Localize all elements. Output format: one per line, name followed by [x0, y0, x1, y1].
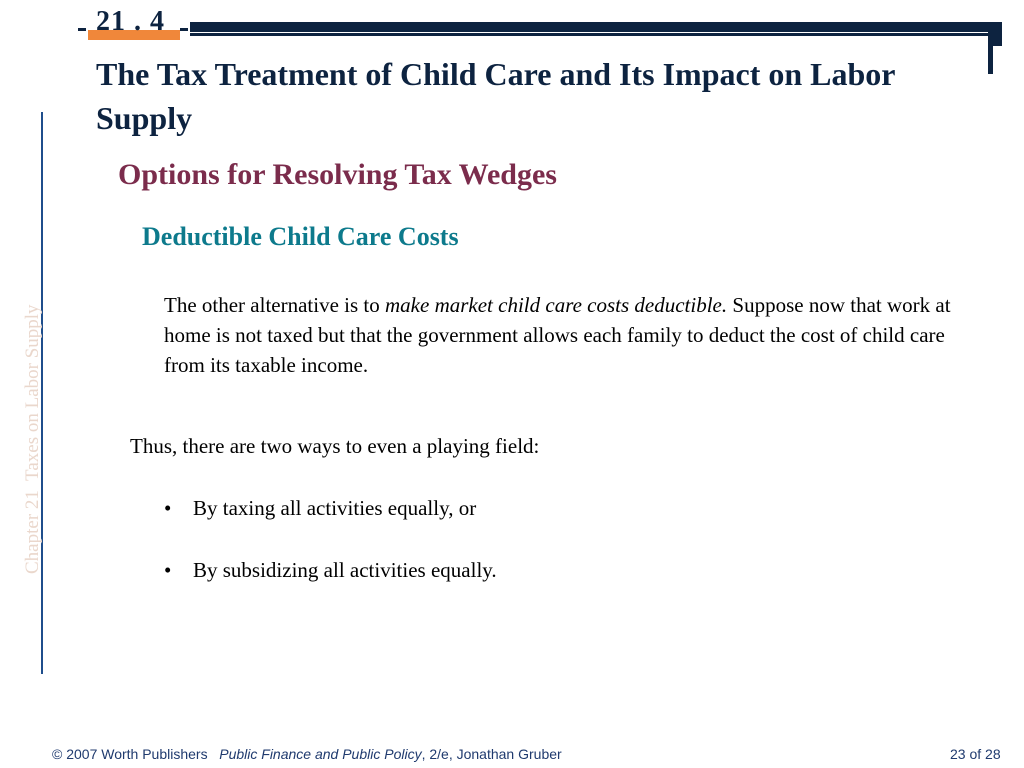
- paragraph-rest: Suppose now that work at home is not taxed but that the government allows each family to deduct the cost of child care from its taxable income.: [164, 293, 951, 377]
- footer-credits: [52, 746, 562, 762]
- footer-copyright: © 2007 Worth Publishers: [52, 746, 220, 762]
- bullet-marker: •: [164, 496, 172, 520]
- section-subtitle: Options for Resolving Tax Wedges: [118, 158, 557, 191]
- header-rule-shadow: [190, 33, 988, 36]
- page-indicator: 23 of 28: [950, 746, 1001, 762]
- paragraph-lead: The other alternative is to: [164, 293, 386, 317]
- list-intro: Thus, there are two ways to even a playing field:: [130, 434, 540, 458]
- list-item-text: By taxing all activities equally, or: [193, 496, 477, 520]
- list-item: [164, 558, 497, 583]
- list-item: [164, 496, 476, 521]
- topic-heading: Deductible Child Care Costs: [142, 222, 459, 251]
- section-dash-right: [180, 28, 188, 31]
- paragraph-emphasis: make market child care costs deductible.: [385, 293, 728, 317]
- list-item-text: By subsidizing all activities equally.: [193, 558, 497, 582]
- bullet-marker: •: [164, 558, 172, 582]
- body-paragraph: [164, 290, 964, 380]
- sidebar-chapter-label: Chapter 21 Taxes on Labor Supply: [22, 304, 43, 574]
- header-rule: [190, 22, 1002, 32]
- section-dash-left: [78, 28, 86, 31]
- section-number: 21 . 4: [96, 6, 165, 37]
- slide-title: The Tax Treatment of Child Care and Its Impact on Labor Supply: [96, 56, 895, 136]
- header-rule-right-cap: [992, 22, 1002, 46]
- footer-book-title: Public Finance and Public Policy: [219, 746, 422, 762]
- footer-edition-author: , 2/e, Jonathan Gruber: [421, 746, 562, 762]
